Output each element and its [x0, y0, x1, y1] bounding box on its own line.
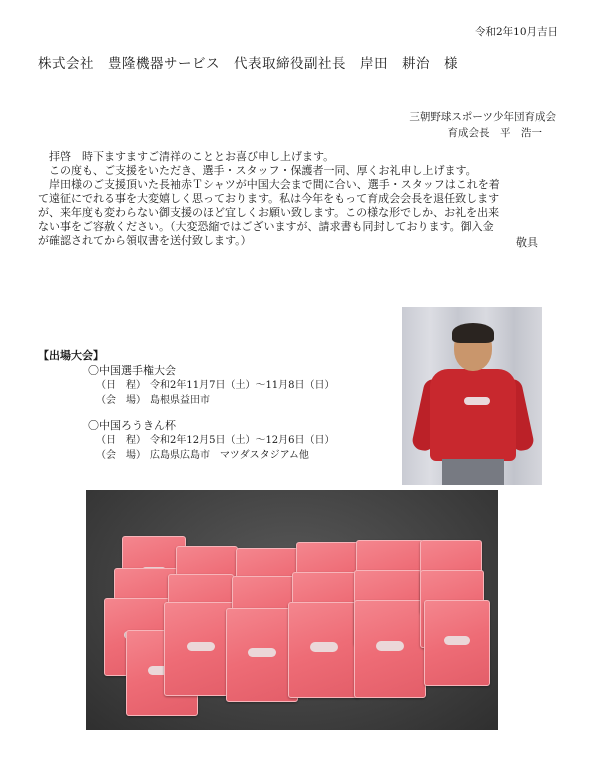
shirt-logo	[464, 397, 490, 405]
event-venue-value: 広島県広島市 マツダスタジアム他	[150, 450, 309, 461]
body-line: が確認されてから領収書を送付致します。）	[38, 234, 252, 247]
shirts-photo	[86, 490, 498, 730]
body-line: 拝啓 時下ますますご清祥のこととお喜び申し上げます。	[38, 150, 335, 163]
shirt-package	[424, 600, 490, 686]
body-line: この度も、ご支援をいただき、選手・スタッフ・保護者一同、厚くお礼申し上げます。	[38, 164, 477, 177]
body-line: ない事をご容赦ください。（大変恐縮ではございますが、請求書も同封しております。御入金	[38, 220, 494, 233]
event-name: 〇中国選手権大会	[88, 364, 176, 377]
event-item	[88, 363, 335, 408]
body-line: て遠征にでれる事を大変嬉しく思っております。私は今年をもって育成会会長を退任致します	[38, 192, 500, 205]
body-line: 岸田様のご支援頂いた長袖赤Ｔシャツが中国大会まで間に合い、選手・スタッフはこれを着	[38, 178, 500, 191]
events-heading: 【出場大会】	[38, 349, 104, 362]
sender-organization: 三朝野球スポーツ少年団育成会	[409, 111, 556, 123]
letter-body	[38, 150, 558, 248]
event-venue	[96, 448, 335, 463]
event-venue-label: （会 場）	[96, 395, 146, 406]
event-date-value: 令和2年11月7日（土）～11月8日（日）	[150, 380, 335, 391]
event-venue-label: （会 場）	[96, 450, 146, 461]
event-date	[96, 433, 335, 448]
addressee: 株式会社 豊隆機器サービス 代表取締役副社長 岸田 耕治 様	[38, 56, 458, 72]
event-venue	[96, 393, 335, 408]
event-date	[96, 378, 335, 393]
shirt-package	[288, 602, 360, 698]
events-section	[38, 348, 335, 463]
shirt-package	[354, 600, 426, 698]
event-item	[88, 418, 335, 463]
letter-date: 令和2年10月吉日	[474, 26, 558, 38]
event-date-label: （日 程）	[96, 435, 146, 446]
event-date-value: 令和2年12月5日（土）～12月6日（日）	[150, 435, 335, 446]
closing-word: 敬具	[516, 236, 538, 249]
body-line: が、来年度も変わらない御支援のほど宜しくお願い致します。この様な形でしか、お礼を出来	[38, 206, 500, 219]
player-photo	[402, 307, 542, 485]
event-name: 〇中国ろうきん杯	[88, 419, 176, 432]
player-pants	[442, 459, 504, 485]
event-date-label: （日 程）	[96, 380, 146, 391]
sender-name: 育成会長 平 浩一	[447, 127, 542, 139]
player-hair	[452, 323, 494, 343]
red-tshirt	[430, 369, 516, 461]
event-venue-value: 島根県益田市	[150, 395, 210, 406]
